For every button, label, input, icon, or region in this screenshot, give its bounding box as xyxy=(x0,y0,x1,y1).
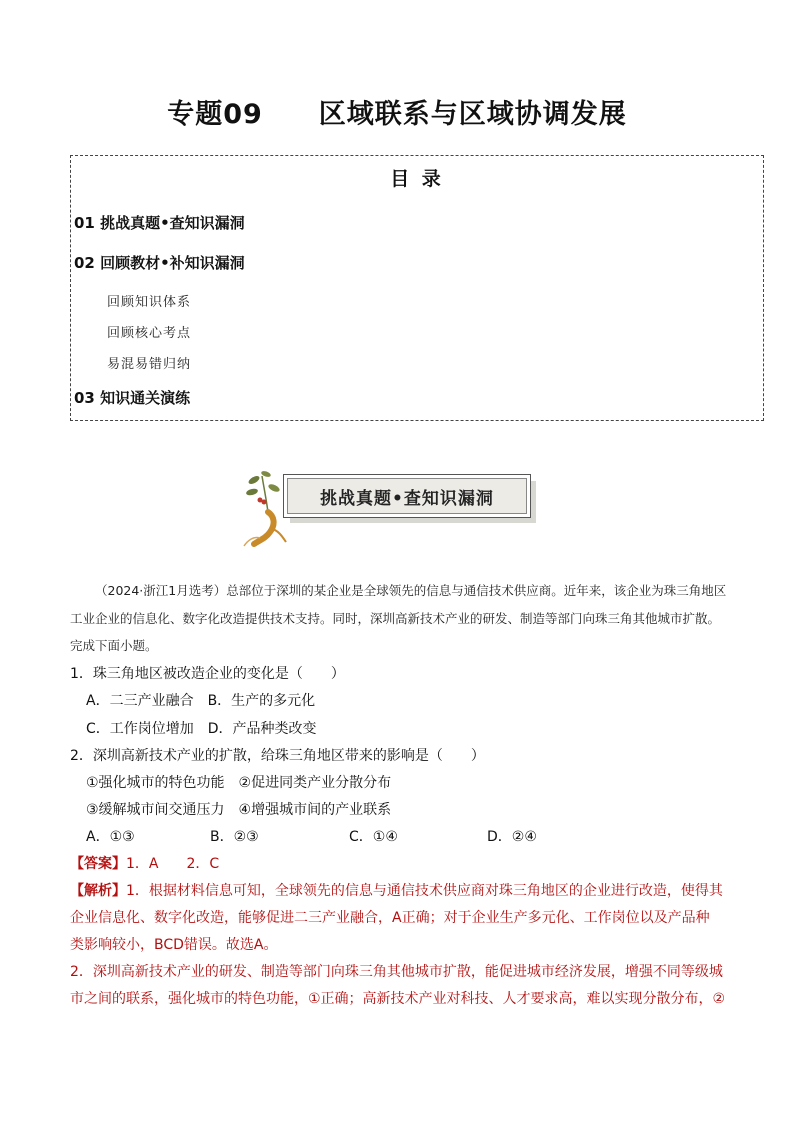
ginseng-plant-icon xyxy=(240,468,300,548)
analysis-text-1: 1．根据材料信息可知，全球领先的信息与通信技术供应商对珠三角地区的企业进行改造，使得其 xyxy=(126,883,723,899)
toc-subitem-confusions[interactable]: 易混易错归纳 xyxy=(107,357,192,372)
analysis-line-4: 2．深圳高新技术产业的研发、制造等部门向珠三角其他城市扩散，能促进城市经济发展，增强不同等级城 xyxy=(70,964,723,980)
question-2-option-d: D．②④ xyxy=(487,829,537,845)
banner-label: 挑战真题•查知识漏洞 xyxy=(287,478,527,514)
toc-subitem-core-points[interactable]: 回顾核心考点 xyxy=(107,326,192,341)
answer-text: 1．A 2．C xyxy=(126,856,220,872)
toc-item-01[interactable]: 01 挑战真题•查知识漏洞 xyxy=(74,214,245,232)
answer-line xyxy=(70,850,730,878)
question-2-option-c: C．①④ xyxy=(349,829,398,845)
analysis-line-2: 企业信息化、数字化改造，能够促进二三产业融合，A正确；对于企业生产多元化、工作岗位以及产品种 xyxy=(70,910,710,926)
banner-frame xyxy=(283,474,531,518)
question-2-statements-line-2: ③缓解城市间交通压力 ④增强城市间的产业联系 xyxy=(86,802,392,818)
analysis-line-5: 市之间的联系，强化城市的特色功能，①正确；高新技术产业对科技、人才要求高，难以实现分散分布，② xyxy=(70,991,726,1007)
toc-item-03[interactable]: 03 知识通关演练 xyxy=(74,389,191,407)
section-banner xyxy=(240,468,536,548)
question-1-options-line-1: A．二三产业融合 B．生产的多元化 xyxy=(86,693,316,709)
toc-heading: 目 录 xyxy=(390,168,444,190)
toc-item-02[interactable]: 02 回顾教材•补知识漏洞 xyxy=(74,254,245,272)
question-material: （2024·浙江1月选考）总部位于深圳的某企业是全球领先的信息与通信技术供应商。近年来，该企业为珠三角地区工业企业的信息化、数字化改造提供技术支持。同时，深圳高新技术产业的研发、制造等部门向珠三角其他城市扩散。完成下面小题。 xyxy=(70,583,727,653)
analysis-line-3: 类影响较小，BCD错误。故选A。 xyxy=(70,937,278,953)
analysis-label: 【解析】 xyxy=(70,883,126,899)
question-1-options-line-2: C．工作岗位增加 D．产品种类改变 xyxy=(86,721,317,737)
toc-subitem-knowledge-system[interactable]: 回顾知识体系 xyxy=(107,295,192,310)
question-2-option-b: B．②③ xyxy=(210,829,259,845)
question-2-option-a: A．①③ xyxy=(86,829,135,845)
table-of-contents xyxy=(70,155,764,421)
answer-label: 【答案】 xyxy=(70,856,126,872)
analysis-line-1 xyxy=(70,877,730,905)
page-title: 专题09 区域联系与区域协调发展 xyxy=(167,99,627,130)
question-2-statements-line-1: ①强化城市的特色功能 ②促进同类产业分散分布 xyxy=(86,775,392,791)
question-1-stem: 1．珠三角地区被改造企业的变化是（ ） xyxy=(70,666,345,682)
question-2-stem: 2．深圳高新技术产业的扩散，给珠三角地区带来的影响是（ ） xyxy=(70,748,485,764)
